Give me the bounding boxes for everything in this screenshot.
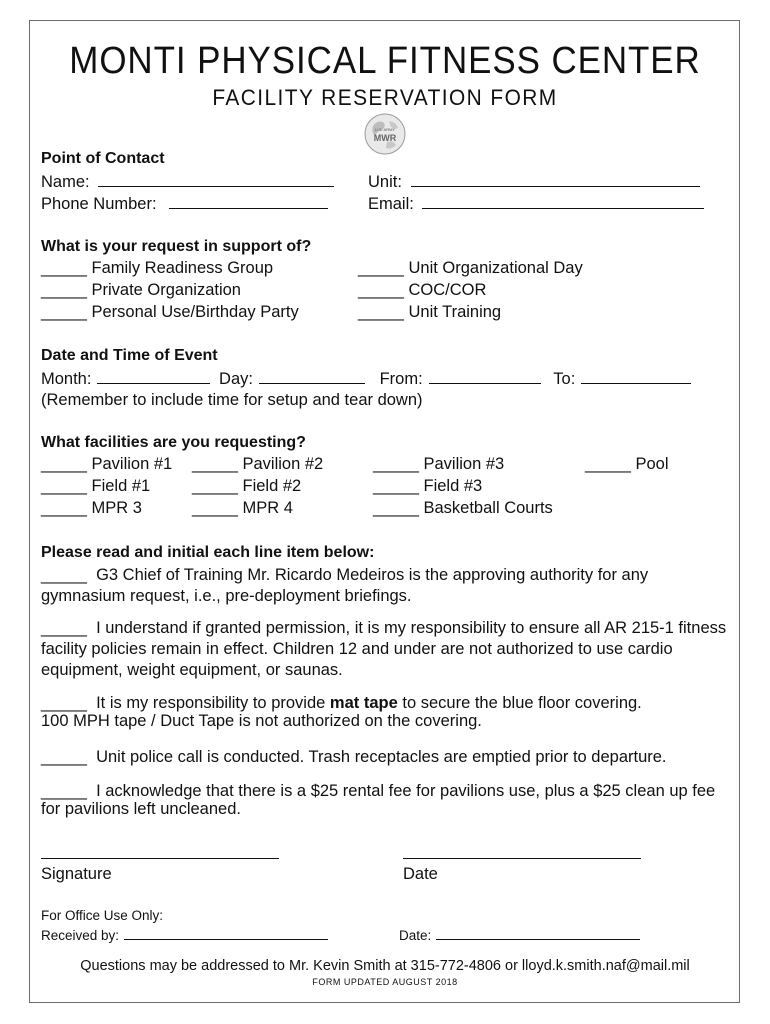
to-label: To: — [553, 370, 576, 388]
facility-option[interactable]: _____ MPR 4 — [192, 499, 293, 517]
facility-option[interactable]: _____ Field #2 — [192, 477, 302, 495]
contact-heading: Point of Contact — [41, 150, 165, 167]
name-field[interactable] — [41, 172, 334, 192]
email-label: Email: — [368, 195, 414, 213]
phone-blank[interactable] — [169, 194, 328, 209]
received-blank[interactable] — [124, 928, 328, 940]
form-title: MONTI PHYSICAL FITNESS CENTER — [69, 40, 701, 82]
event-note: (Remember to include time for setup and tear down) — [41, 391, 423, 409]
to-blank[interactable] — [581, 369, 691, 384]
facility-option[interactable]: _____ Pavilion #2 — [192, 455, 324, 473]
facility-option[interactable]: _____ Pool — [585, 455, 669, 473]
office-date-blank[interactable] — [436, 928, 640, 940]
footer-questions: Questions may be addressed to Mr. Kevin Smith at 315-772-4806 or lloyd.k.smith.naf@mail.mil — [80, 958, 690, 974]
initial-item[interactable]: _____ Unit police call is conducted. Trash receptacles are emptied prior to departure. — [41, 748, 667, 766]
name-blank[interactable] — [98, 172, 334, 187]
support-option[interactable]: _____ Personal Use/Birthday Party — [41, 303, 299, 321]
mwr-globe-logo-icon — [363, 112, 407, 156]
facilities-heading: What facilities are you requesting? — [41, 434, 306, 451]
office-date-field[interactable]: Date: — [399, 928, 640, 943]
support-option[interactable]: _____ Unit Training — [358, 303, 502, 321]
unit-blank[interactable] — [411, 172, 700, 187]
signature-line[interactable] — [41, 858, 279, 859]
support-option[interactable]: _____ Unit Organizational Day — [358, 259, 583, 277]
signature-date-label: Date — [403, 865, 438, 883]
support-heading: What is your request in support of? — [41, 238, 312, 255]
support-option[interactable]: _____ Family Readiness Group — [41, 259, 274, 277]
facility-option[interactable]: _____ Pavilion #1 — [41, 455, 173, 473]
facility-option[interactable]: _____ Field #3 — [373, 477, 483, 495]
unit-label: Unit: — [368, 173, 402, 191]
month-blank[interactable] — [97, 369, 210, 384]
initials-heading: Please read and initial each line item below: — [41, 544, 375, 561]
email-blank[interactable] — [422, 194, 704, 209]
initial-item[interactable]: _____ I acknowledge that there is a $25 rental fee for pavilions use, plus a $25 clean up fee for pavilions left uncleaned. — [41, 782, 716, 818]
initial-item-mat-tape[interactable]: _____ It is my responsibility to provide mat tape to secure the blue floor covering. 100 MPH tape / Duct Tape is not authorized on the covering. — [41, 694, 642, 730]
facility-option[interactable]: _____ Basketball Courts — [373, 499, 553, 517]
event-date-row — [41, 369, 691, 389]
email-field[interactable] — [368, 194, 704, 214]
phone-field[interactable] — [41, 194, 328, 214]
logo-main-text: MWR — [373, 133, 397, 143]
facility-option[interactable]: _____ Pavilion #3 — [373, 455, 505, 473]
day-label: Day: — [219, 370, 253, 388]
event-heading: Date and Time of Event — [41, 347, 218, 364]
footer-updated: FORM UPDATED AUGUST 2018 — [312, 977, 458, 987]
from-blank[interactable] — [429, 369, 541, 384]
office-heading: For Office Use Only: — [41, 908, 164, 923]
initial-item[interactable]: _____ I understand if granted permission, it is my responsibility to ensure all AR 215-1 fitness facility policies remain in effect. Children 12 and under are not authorized to use cardio equipment, weight equipment, or saunas. — [41, 619, 727, 679]
facility-option[interactable]: _____ Field #1 — [41, 477, 151, 495]
from-label: From: — [379, 370, 423, 388]
support-option[interactable]: _____ Private Organization — [41, 281, 241, 299]
facility-option[interactable]: _____ MPR 3 — [41, 499, 142, 517]
logo-top-text: U.S. ARMY — [374, 127, 396, 132]
form-subtitle: FACILITY RESERVATION FORM — [212, 85, 558, 110]
received-field[interactable]: Received by: — [41, 928, 328, 943]
name-label: Name: — [41, 173, 90, 191]
phone-label: Phone Number: — [41, 195, 157, 213]
unit-field[interactable] — [368, 172, 700, 192]
month-label: Month: — [41, 370, 92, 388]
support-option[interactable]: _____ COC/COR — [358, 281, 487, 299]
initial-item[interactable]: _____ G3 Chief of Training Mr. Ricardo Medeiros is the approving authority for any gymnasium request, i.e., pre-deployment briefings. — [41, 566, 649, 605]
signature-date-line[interactable] — [403, 858, 641, 859]
signature-label: Signature — [41, 865, 112, 883]
day-blank[interactable] — [259, 369, 365, 384]
